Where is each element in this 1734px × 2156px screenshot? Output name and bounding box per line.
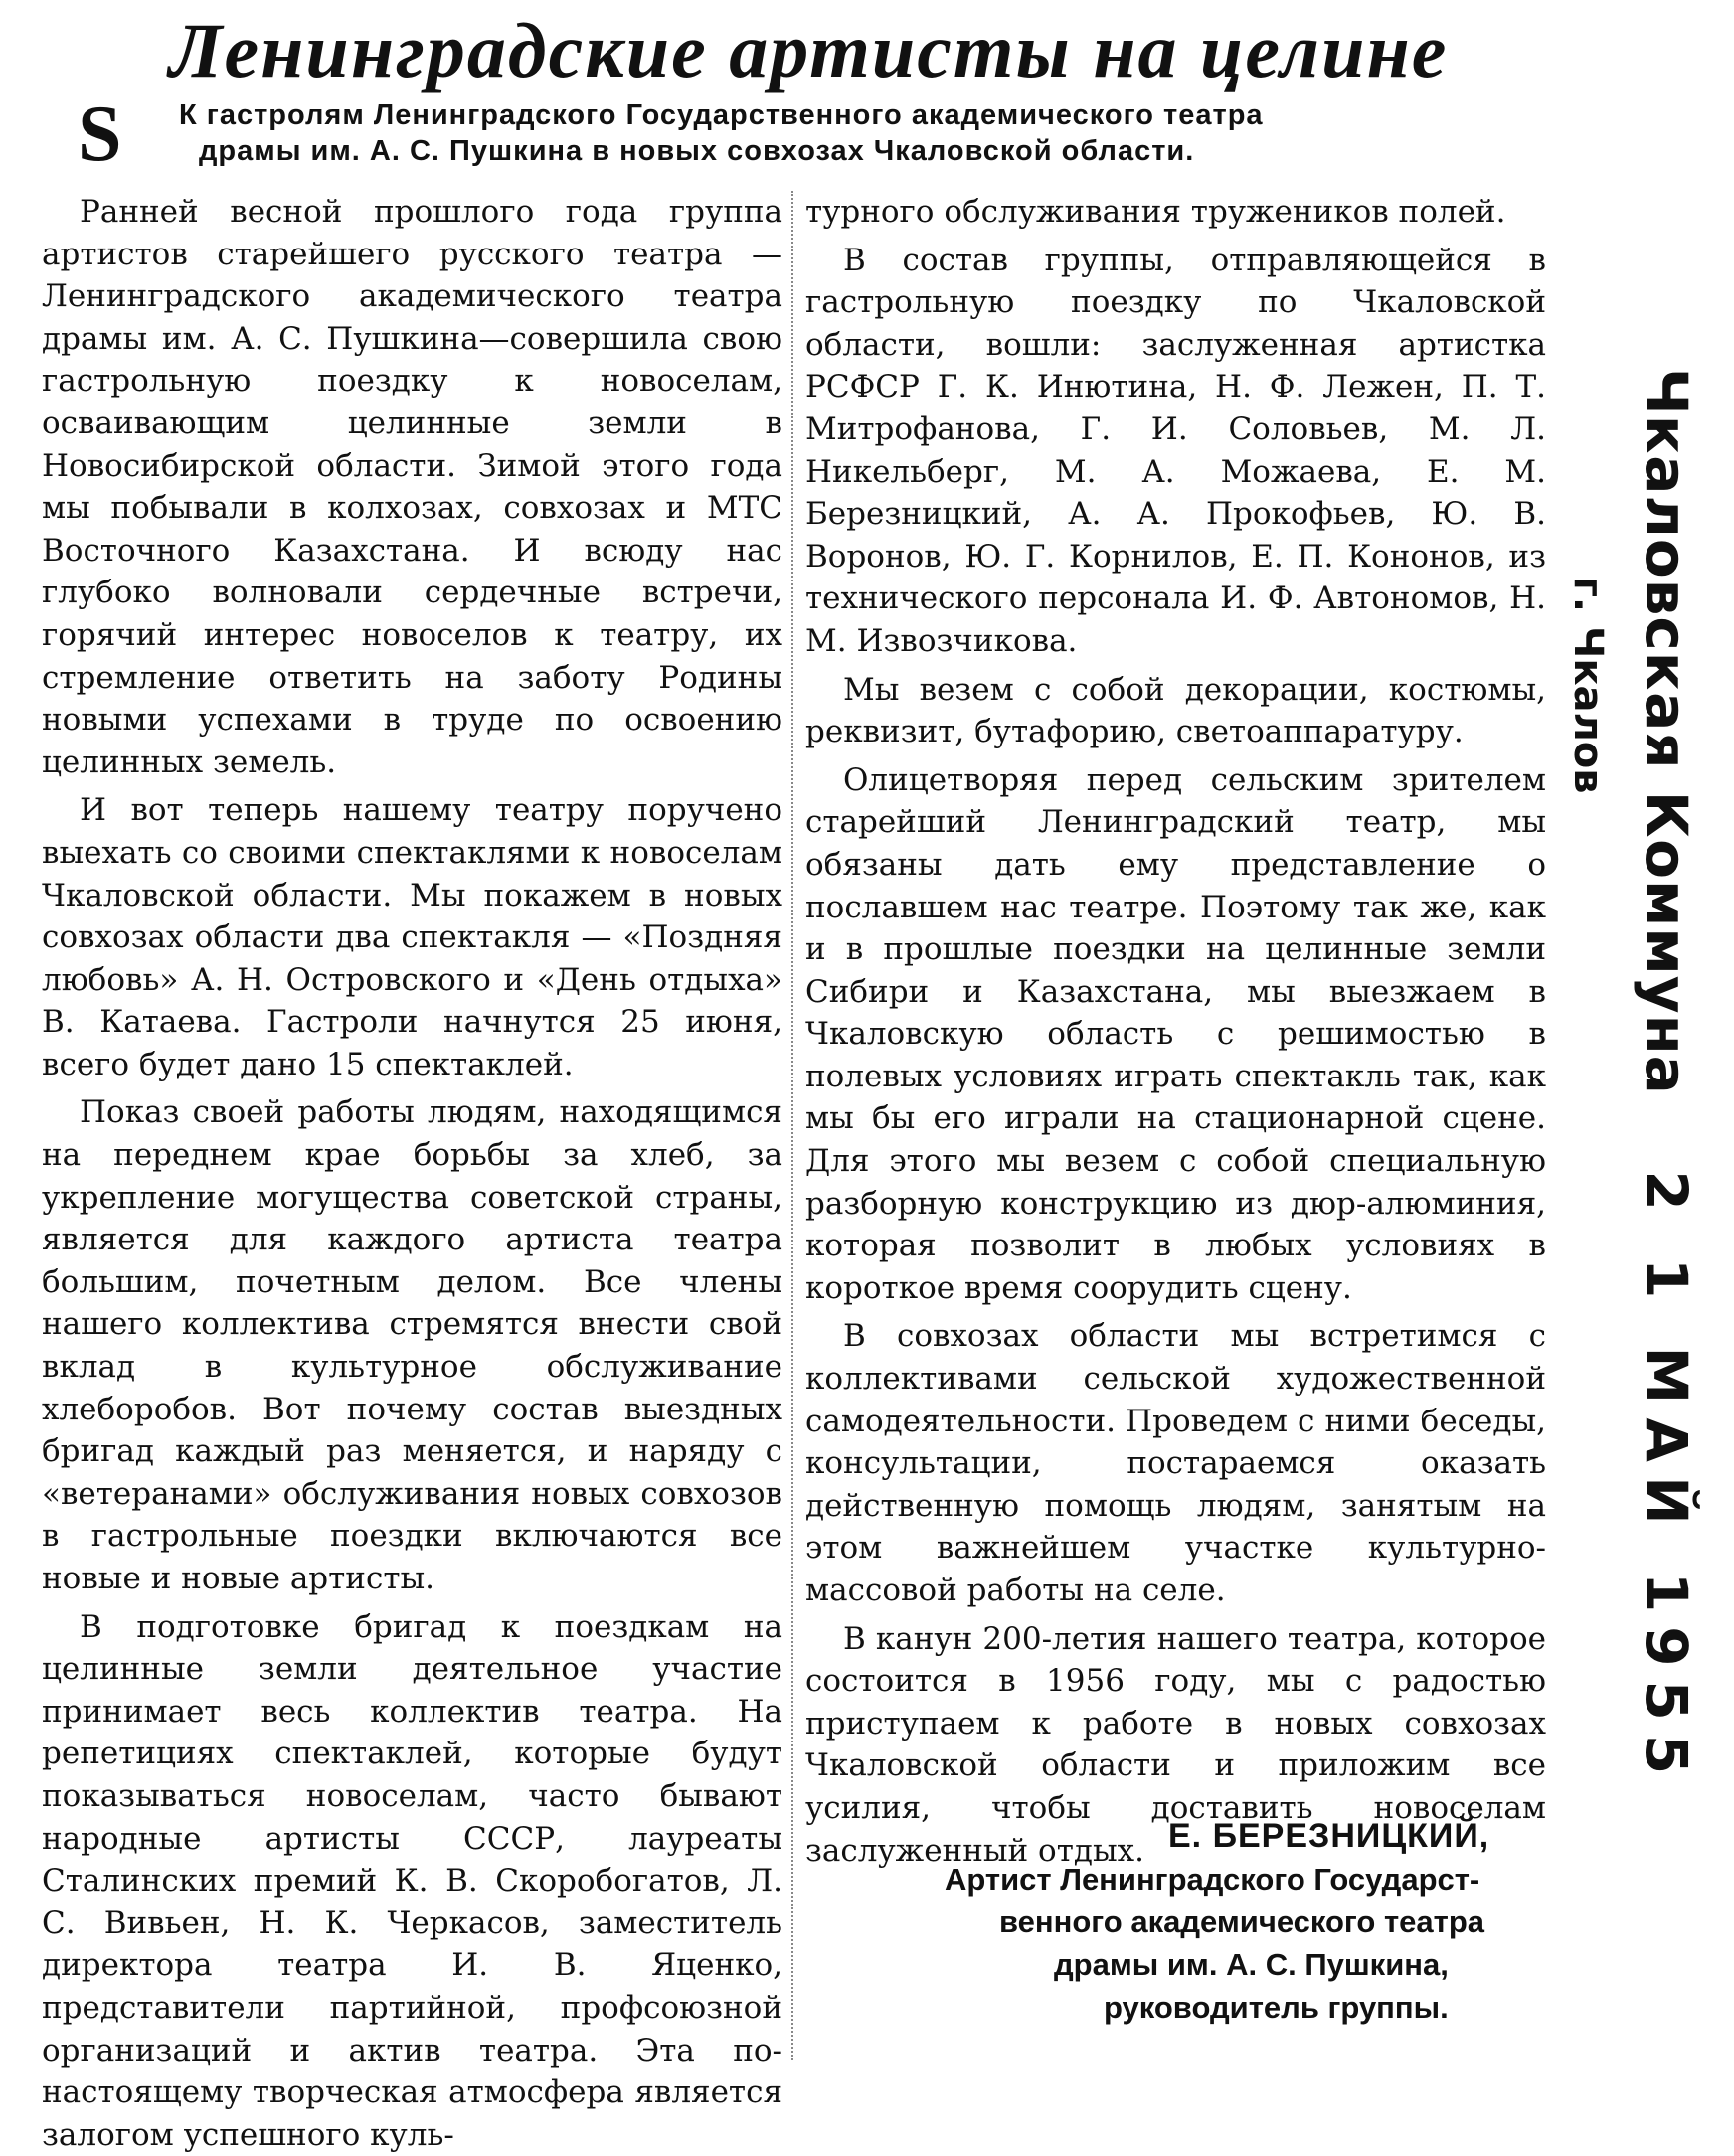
subheadline-line-1: К гастролям Ленинградского Государственного академического театра [179, 99, 1264, 131]
paragraph: В подготовке бригад к поездкам на целинные земли деятельное участие принимает весь коллектив театра. На репетициях спектаклей, которые будут показываться новоселам, часто бывают народные артисты СССР, лауреаты Сталинских премий К. В. Скоробогатов, Л. С. Вивьен, Н. К. Черкасов, заместитель директора театра И. В. Яценко, представители партийной, профсоюзной организаций и актив театра. Эта по-настоящему творческая атмосфера является залогом успешного куль- [42, 1608, 782, 2153]
paragraph-continuation: турного обслуживания тружеников полей. [805, 194, 1506, 230]
paragraph: В канун 200-летия нашего театра, которое состоится в 1956 году, мы с радостью приступаем к работе в новых совхозах Чкаловской области и приложим все усилия, чтобы доставить новоселам заслуженный отдых. [805, 1620, 1546, 1869]
author-title-line: Артист Ленинградского Государст- [945, 1862, 1480, 1897]
paragraph: Ранней весной прошлого года группа артистов старейшего русского театра — Ленинградского академического театра драмы им. А. С. Пушкина—совершила свою гастрольную поездку к новоселам, осваивающим целинные земли в Новосибирской области. Зимой этого года мы побывали в колхозах, совхозах и МТС Восточного Казахстана. И всюду нас глубоко волновали сердечные встречи, горячий интерес новоселов к театру, их стремление ответить на заботу Родины новыми успехами в труде по освоению целинных земель. [42, 194, 782, 780]
author-title-line: драмы им. А. С. Пушкина, [1054, 1947, 1449, 1982]
stamp-date: 2 1 МАЙ 1955 [1633, 1170, 1700, 1789]
subheadline-line-2: драмы им. А. С. Пушкина в новых совхозах Чкаловской области. [199, 135, 1195, 167]
handwritten-mark: S [78, 90, 122, 178]
paragraph: И вот теперь нашему театру поручено выехать со своими спектаклями к новоселам Чкаловской области. Мы покажем в новых совхозах области два спектакля — «Поздняя любовь» А. Н. Островского и «День отдыха» В. Катаева. Гастроли начнутся 25 июня, всего будет дано 15 спектаклей. [42, 792, 782, 1082]
newspaper-date-stamp [1633, 368, 1700, 1788]
paragraph: Олицетворяя перед сельским зрителем старейший Ленинградский театр, мы обязаны дать ему представление о пославшем нас театре. Поэтому так же, как и в прошлые поездки на целинные земли Сибири и Казахстана, мы выезжаем в Чкаловскую область с решимостью в полевых условиях играть спектакль так, как мы бы его играли на стационарной сцене. Для этого мы везем с собой специальную разборную конструкцию из дюр-алюминия, которая позволит в любых условиях в короткое время соорудить сцену. [805, 761, 1546, 1306]
right-column [805, 191, 1546, 1872]
left-column [42, 191, 782, 2156]
author-title-line: руководитель группы. [1104, 1990, 1449, 2025]
author-signature [925, 1815, 1531, 2029]
article-headline: Ленинградские артисты на целине [169, 7, 1449, 93]
paragraph: Мы везем с собой декорации, костюмы, реквизит, бутафорию, светоаппаратуру. [805, 671, 1546, 750]
paragraph: В совхозах области мы встретимся с коллективами сельской художественной самодеятельности. Проведем с ними беседы, консультации, постараемся оказать действенную помощь людям, занятым на этом важнейшем участке культурно-массовой работы на селе. [805, 1318, 1546, 1608]
author-title-line: венного академического театра [999, 1905, 1485, 1939]
stamp-city: г. Чкалов [1565, 577, 1611, 794]
article-subheadline [179, 97, 1392, 169]
paragraph: В состав группы, отправляющейся в гастрольную поездку по Чкаловской области, вошли: заслуженная артистка РСФСР Г. К. Инютина, Н. Ф. Лежен, П. Т. Митрофанова, Г. И. Соловьев, М. Л. Никельберг, М. А. Можаева, Е. М. Березницкий, А. А. Прокофьев, Ю. В. Воронов, Ю. Г. Корнилов, Е. П. Кононов, из технического персонала И. Ф. Автономов, Н. М. Извозчикова. [805, 242, 1546, 659]
column-divider [791, 191, 794, 2060]
author-name: Е. БЕРЕЗНИЦКИЙ, [1168, 1817, 1490, 1855]
stamp-newspaper-name: Чкаловская Коммуна [1633, 368, 1700, 1095]
paragraph: Показ своей работы людям, находящимся на переднем крае борьбы за хлеб, за укрепление могущества советской страны, является для каждого артиста театра большим, почетным делом. Все члены нашего коллектива стремятся внести свой вклад в культурное обслуживание хлеборобов. Вот почему состав выездных бригад каждый раз меняется, и наряду с «ветеранами» обслуживания новых совхозов в гастрольные поездки включаются все новые и новые артисты. [42, 1094, 782, 1596]
